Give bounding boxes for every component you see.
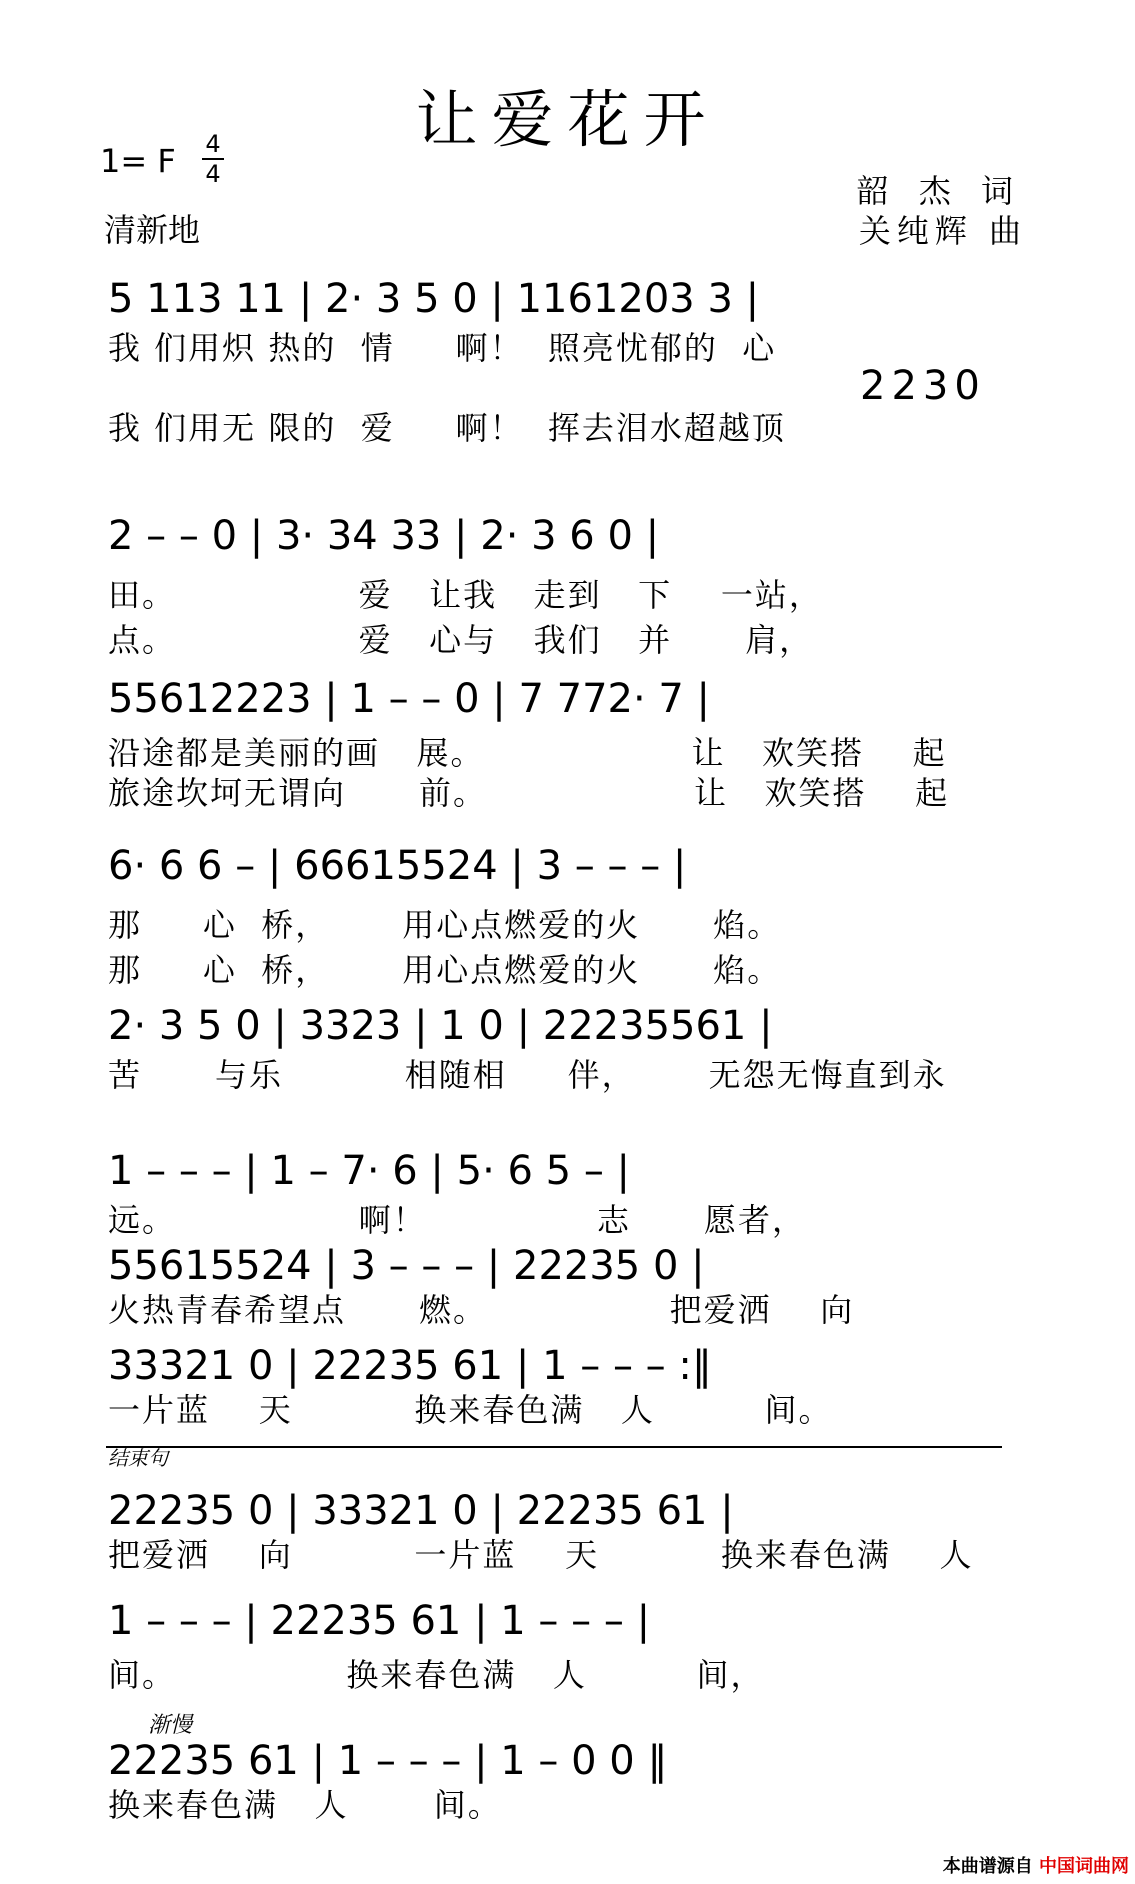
notation-text: 1 – – – | 1 – 7· 6 | 5· 6 5 – | xyxy=(108,1148,631,1194)
source-watermark xyxy=(943,1852,1129,1878)
notation-line xyxy=(0,268,1135,328)
notation-text: 2· 3 5 0 | 3323 | 1 0 | 22235561 | xyxy=(108,1003,773,1049)
lyric-line: 苦 与乐 相随相 伴， 无怨无悔直到永 xyxy=(108,1056,947,1094)
source-site: 中国词曲网 xyxy=(1039,1856,1129,1877)
notation-text: 22235 0 | 33321 0 | 22235 61 | xyxy=(108,1488,734,1534)
lyric-line: 间。 换来春色满 人 间， xyxy=(108,1656,765,1694)
lyric-line: 换来春色满 人 间。 xyxy=(108,1786,502,1824)
ending-section-label: 结束句 xyxy=(108,1446,168,1470)
time-signature xyxy=(198,132,228,186)
expression-mark: 清新地 xyxy=(104,211,201,249)
lyric-line: 把爱洒 向 一片蓝 天 换来春色满 人 xyxy=(108,1536,974,1574)
lyric-line: 一片蓝 天 换来春色满 人 间。 xyxy=(108,1391,833,1429)
lyric-line: 我 们用炽 热的 情 啊！ 照亮忧郁的 心 xyxy=(108,329,777,367)
lyric-line: 那 心 桥， 用心点燃爱的火 焰。 xyxy=(108,906,782,944)
lyric-line: 旅途坎坷无谓向 前。 让 欢笑搭 起 xyxy=(108,774,950,812)
key-signature: 1= F xyxy=(100,142,176,180)
time-signature-top: 4 xyxy=(205,130,221,158)
lyric-line: 远。 啊！ 志 愿者， xyxy=(108,1201,807,1239)
lyric-line: 那 心 桥， 用心点燃爱的火 焰。 xyxy=(108,951,782,989)
notation-text: 6· 6 6 – | 66615524 | 3 – – – | xyxy=(108,843,687,889)
composer-credit: 关纯辉 曲 xyxy=(858,212,1027,250)
notation-text: 5 113 11 | 2· 3 5 0 | 1161203 3 | xyxy=(108,276,760,322)
notation-text: 55612223 | 1 – – 0 | 7 772· 7 | xyxy=(108,676,711,722)
time-signature-bottom: 4 xyxy=(205,160,221,188)
tempo-mark: 渐慢 xyxy=(148,1713,193,1738)
ending-section-rule xyxy=(106,1446,1002,1448)
notation-line xyxy=(0,995,1135,1055)
lyric-line: 我 们用无 限的 爱 啊！ 挥去泪水超越顶 xyxy=(108,409,786,447)
notation-line xyxy=(0,668,1135,728)
notation-text: 2 – – 0 | 3· 34 33 | 2· 3 6 0 | xyxy=(108,513,660,559)
lyric-line: 田。 爱 让我 走到 下 一站， xyxy=(108,576,823,614)
lyric-line: 火热青春希望点 燃。 把爱洒 向 xyxy=(108,1291,855,1329)
lyricist-credit: 韶 杰 词 xyxy=(856,172,1023,210)
notation-line xyxy=(0,505,1135,565)
notation-text: 55615524 | 3 – – – | 22235 0 | xyxy=(108,1243,705,1289)
notation-text: 1 – – – | 22235 61 | 1 – – – | xyxy=(108,1598,651,1644)
song-title: 让爱花开 xyxy=(415,83,720,156)
lyric-line: 沿途都是美丽的画 展。 让 欢笑搭 起 xyxy=(108,734,947,772)
alternate-notes: 2230 xyxy=(860,363,986,409)
source-prefix: 本曲谱源自 xyxy=(942,1856,1033,1877)
notation-line xyxy=(0,835,1135,895)
notation-line xyxy=(0,1590,1135,1650)
lyric-line: 点。 爱 心与 我们 并 肩， xyxy=(108,621,814,659)
notation-text: 33321 0 | 22235 61 | 1 – – – :‖ xyxy=(108,1343,712,1389)
notation-text: 22235 61 | 1 – – – | 1 – 0 0 ‖ xyxy=(108,1738,668,1784)
notation-line xyxy=(0,1140,1135,1200)
